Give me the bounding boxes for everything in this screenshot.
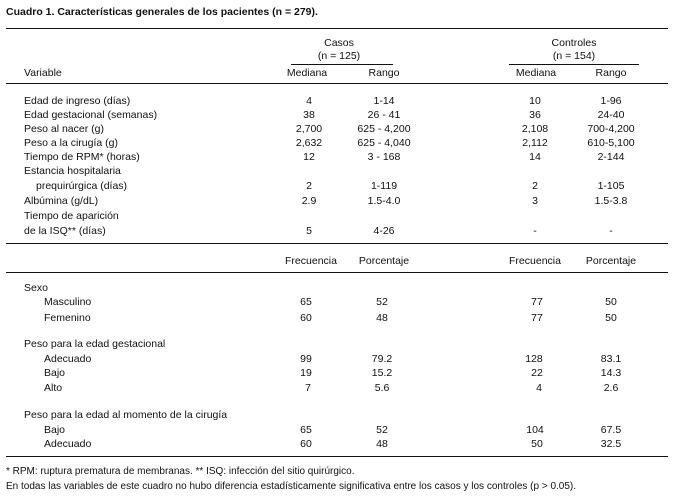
cell-casos-mediana: 5 — [306, 225, 312, 237]
cell-ctrl-frecuencia: 77 — [531, 312, 543, 324]
row-label-cont: de la ISQ** (días) — [24, 225, 106, 237]
footnote-abbreviations: * RPM: ruptura prematura de membranas. ** ISQ: infección del sitio quirúrgico. — [6, 466, 355, 477]
cell-ctrl-porcentaje: 83.1 — [600, 353, 622, 365]
cell-casos-rango: 26 - 41 — [367, 109, 401, 121]
row-label: Femenino — [44, 312, 91, 324]
cell-casos-frecuencia: 65 — [300, 424, 312, 436]
cell-casos-porcentaje: 52 — [376, 424, 388, 436]
group-casos-n: (n = 125) — [317, 50, 361, 62]
cell-casos-porcentaje: 79.2 — [371, 353, 393, 365]
cell-casos-mediana: 38 — [303, 109, 315, 121]
col-casos-frecuencia: Frecuencia — [285, 255, 337, 267]
cell-ctrl-frecuencia: 50 — [531, 438, 543, 450]
cell-ctrl-porcentaje: 50 — [605, 296, 617, 308]
cell-ctrl-mediana: 2 — [532, 180, 538, 192]
col-ctrl-porcentaje: Porcentaje — [585, 255, 637, 267]
cell-ctrl-rango: 1.5-3.8 — [594, 195, 628, 207]
cell-casos-porcentaje: 48 — [376, 438, 388, 450]
row-label: Peso a la cirugía (g) — [24, 137, 118, 149]
row-label: Adecuado — [44, 438, 92, 450]
cell-ctrl-frecuencia: 104 — [526, 424, 544, 436]
col-ctrl-rango: Rango — [595, 67, 627, 79]
footnote-significance: En todas las variables de este cuadro no hubo diferencia estadísticamente significativa entre los casos y los controles (p > 0.05). — [6, 481, 577, 492]
cell-ctrl-frecuencia: 4 — [536, 382, 542, 394]
cell-ctrl-mediana: 14 — [529, 151, 541, 163]
cell-casos-rango: 1.5-4.0 — [367, 195, 401, 207]
row-label: Estancia hospitalaria — [24, 165, 121, 177]
row-label: Peso al nacer (g) — [24, 123, 104, 135]
row-label: Bajo — [44, 424, 66, 436]
cell-casos-mediana: 2 — [306, 180, 312, 192]
header2-rule — [6, 272, 668, 273]
casos-underline — [291, 64, 393, 65]
cell-ctrl-mediana: - — [533, 225, 537, 237]
cell-casos-porcentaje: 5.6 — [374, 382, 390, 394]
cell-casos-mediana: 12 — [303, 151, 315, 163]
cell-ctrl-porcentaje: 32.5 — [600, 438, 622, 450]
col-ctrl-mediana: Mediana — [515, 67, 557, 79]
cell-ctrl-mediana: 10 — [529, 95, 541, 107]
cell-casos-rango: 625 - 4,040 — [357, 137, 411, 149]
cell-ctrl-rango: - — [609, 225, 613, 237]
group-controles: Controles — [551, 37, 597, 49]
cell-casos-frecuencia: 65 — [300, 296, 312, 308]
cell-ctrl-porcentaje: 14.3 — [600, 367, 622, 379]
col-variable: Variable — [24, 67, 62, 79]
cell-ctrl-rango: 2-144 — [597, 151, 625, 163]
row-label: Edad de ingreso (días) — [24, 95, 131, 107]
col-casos-porcentaje: Porcentaje — [358, 255, 410, 267]
cell-casos-rango: 3 - 168 — [367, 151, 401, 163]
section-label: Peso para la edad gestacional — [24, 338, 166, 350]
cell-ctrl-rango: 1-105 — [597, 180, 625, 192]
col-ctrl-frecuencia: Frecuencia — [509, 255, 561, 267]
header-rule — [6, 83, 668, 84]
row-label: Masculino — [44, 296, 92, 308]
cell-ctrl-rango: 610-5,100 — [587, 137, 635, 149]
col-casos-rango: Rango — [368, 67, 400, 79]
cell-ctrl-rango: 24-40 — [597, 109, 625, 121]
cell-casos-frecuencia: 7 — [305, 382, 311, 394]
table-title: Cuadro 1. Características generales de los pacientes (n = 279). — [6, 6, 318, 18]
row-label: Bajo — [44, 367, 66, 379]
section-rule — [6, 243, 668, 244]
group-casos: Casos — [324, 37, 354, 49]
cell-ctrl-rango: 1-96 — [600, 95, 622, 107]
col-casos-mediana: Mediana — [286, 67, 328, 79]
cell-ctrl-rango: 700-4,200 — [587, 123, 635, 135]
row-label: Albúmina (g/dL) — [24, 195, 99, 207]
row-label: Adecuado — [44, 353, 92, 365]
cell-ctrl-frecuencia: 128 — [525, 353, 543, 365]
row-label: Tiempo de RPM* (horas) — [24, 151, 140, 163]
cell-ctrl-frecuencia: 77 — [531, 296, 543, 308]
cell-casos-rango: 1-14 — [373, 95, 395, 107]
cell-ctrl-mediana: 36 — [529, 109, 541, 121]
section-label: Peso para la edad al momento de la cirugía — [24, 409, 228, 421]
cell-ctrl-mediana: 2,108 — [521, 123, 549, 135]
cell-ctrl-porcentaje: 2.6 — [603, 382, 619, 394]
row-label: Edad gestacional (semanas) — [24, 109, 158, 121]
cell-casos-mediana: 2.9 — [301, 195, 317, 207]
cell-casos-porcentaje: 52 — [376, 296, 388, 308]
cell-ctrl-porcentaje: 50 — [605, 312, 617, 324]
cell-casos-frecuencia: 60 — [300, 312, 312, 324]
cell-casos-frecuencia: 60 — [300, 438, 312, 450]
top-rule — [6, 28, 668, 29]
cell-casos-mediana: 2,632 — [295, 137, 323, 149]
cell-casos-mediana: 4 — [306, 95, 312, 107]
cell-casos-rango: 4-26 — [373, 225, 395, 237]
group-controles-n: (n = 154) — [552, 50, 596, 62]
row-label: Alto — [44, 382, 63, 394]
row-label-cont: prequirúrgica (días) — [36, 180, 128, 192]
cell-casos-mediana: 2,700 — [295, 123, 323, 135]
section-label: Sexo — [24, 282, 48, 294]
cell-casos-frecuencia: 19 — [300, 367, 312, 379]
cell-ctrl-mediana: 2,112 — [522, 137, 548, 149]
cell-ctrl-porcentaje: 67.5 — [600, 424, 622, 436]
cell-casos-frecuencia: 99 — [300, 353, 312, 365]
cell-casos-rango: 1-119 — [370, 180, 398, 192]
cell-ctrl-frecuencia: 22 — [531, 367, 543, 379]
cell-casos-porcentaje: 48 — [376, 312, 388, 324]
cell-ctrl-mediana: 3 — [532, 195, 538, 207]
controles-underline — [509, 64, 639, 65]
cell-casos-rango: 625 - 4,200 — [357, 123, 411, 135]
bottom-rule — [6, 456, 668, 457]
cell-casos-porcentaje: 15.2 — [371, 367, 393, 379]
row-label: Tiempo de aparición — [24, 210, 119, 222]
